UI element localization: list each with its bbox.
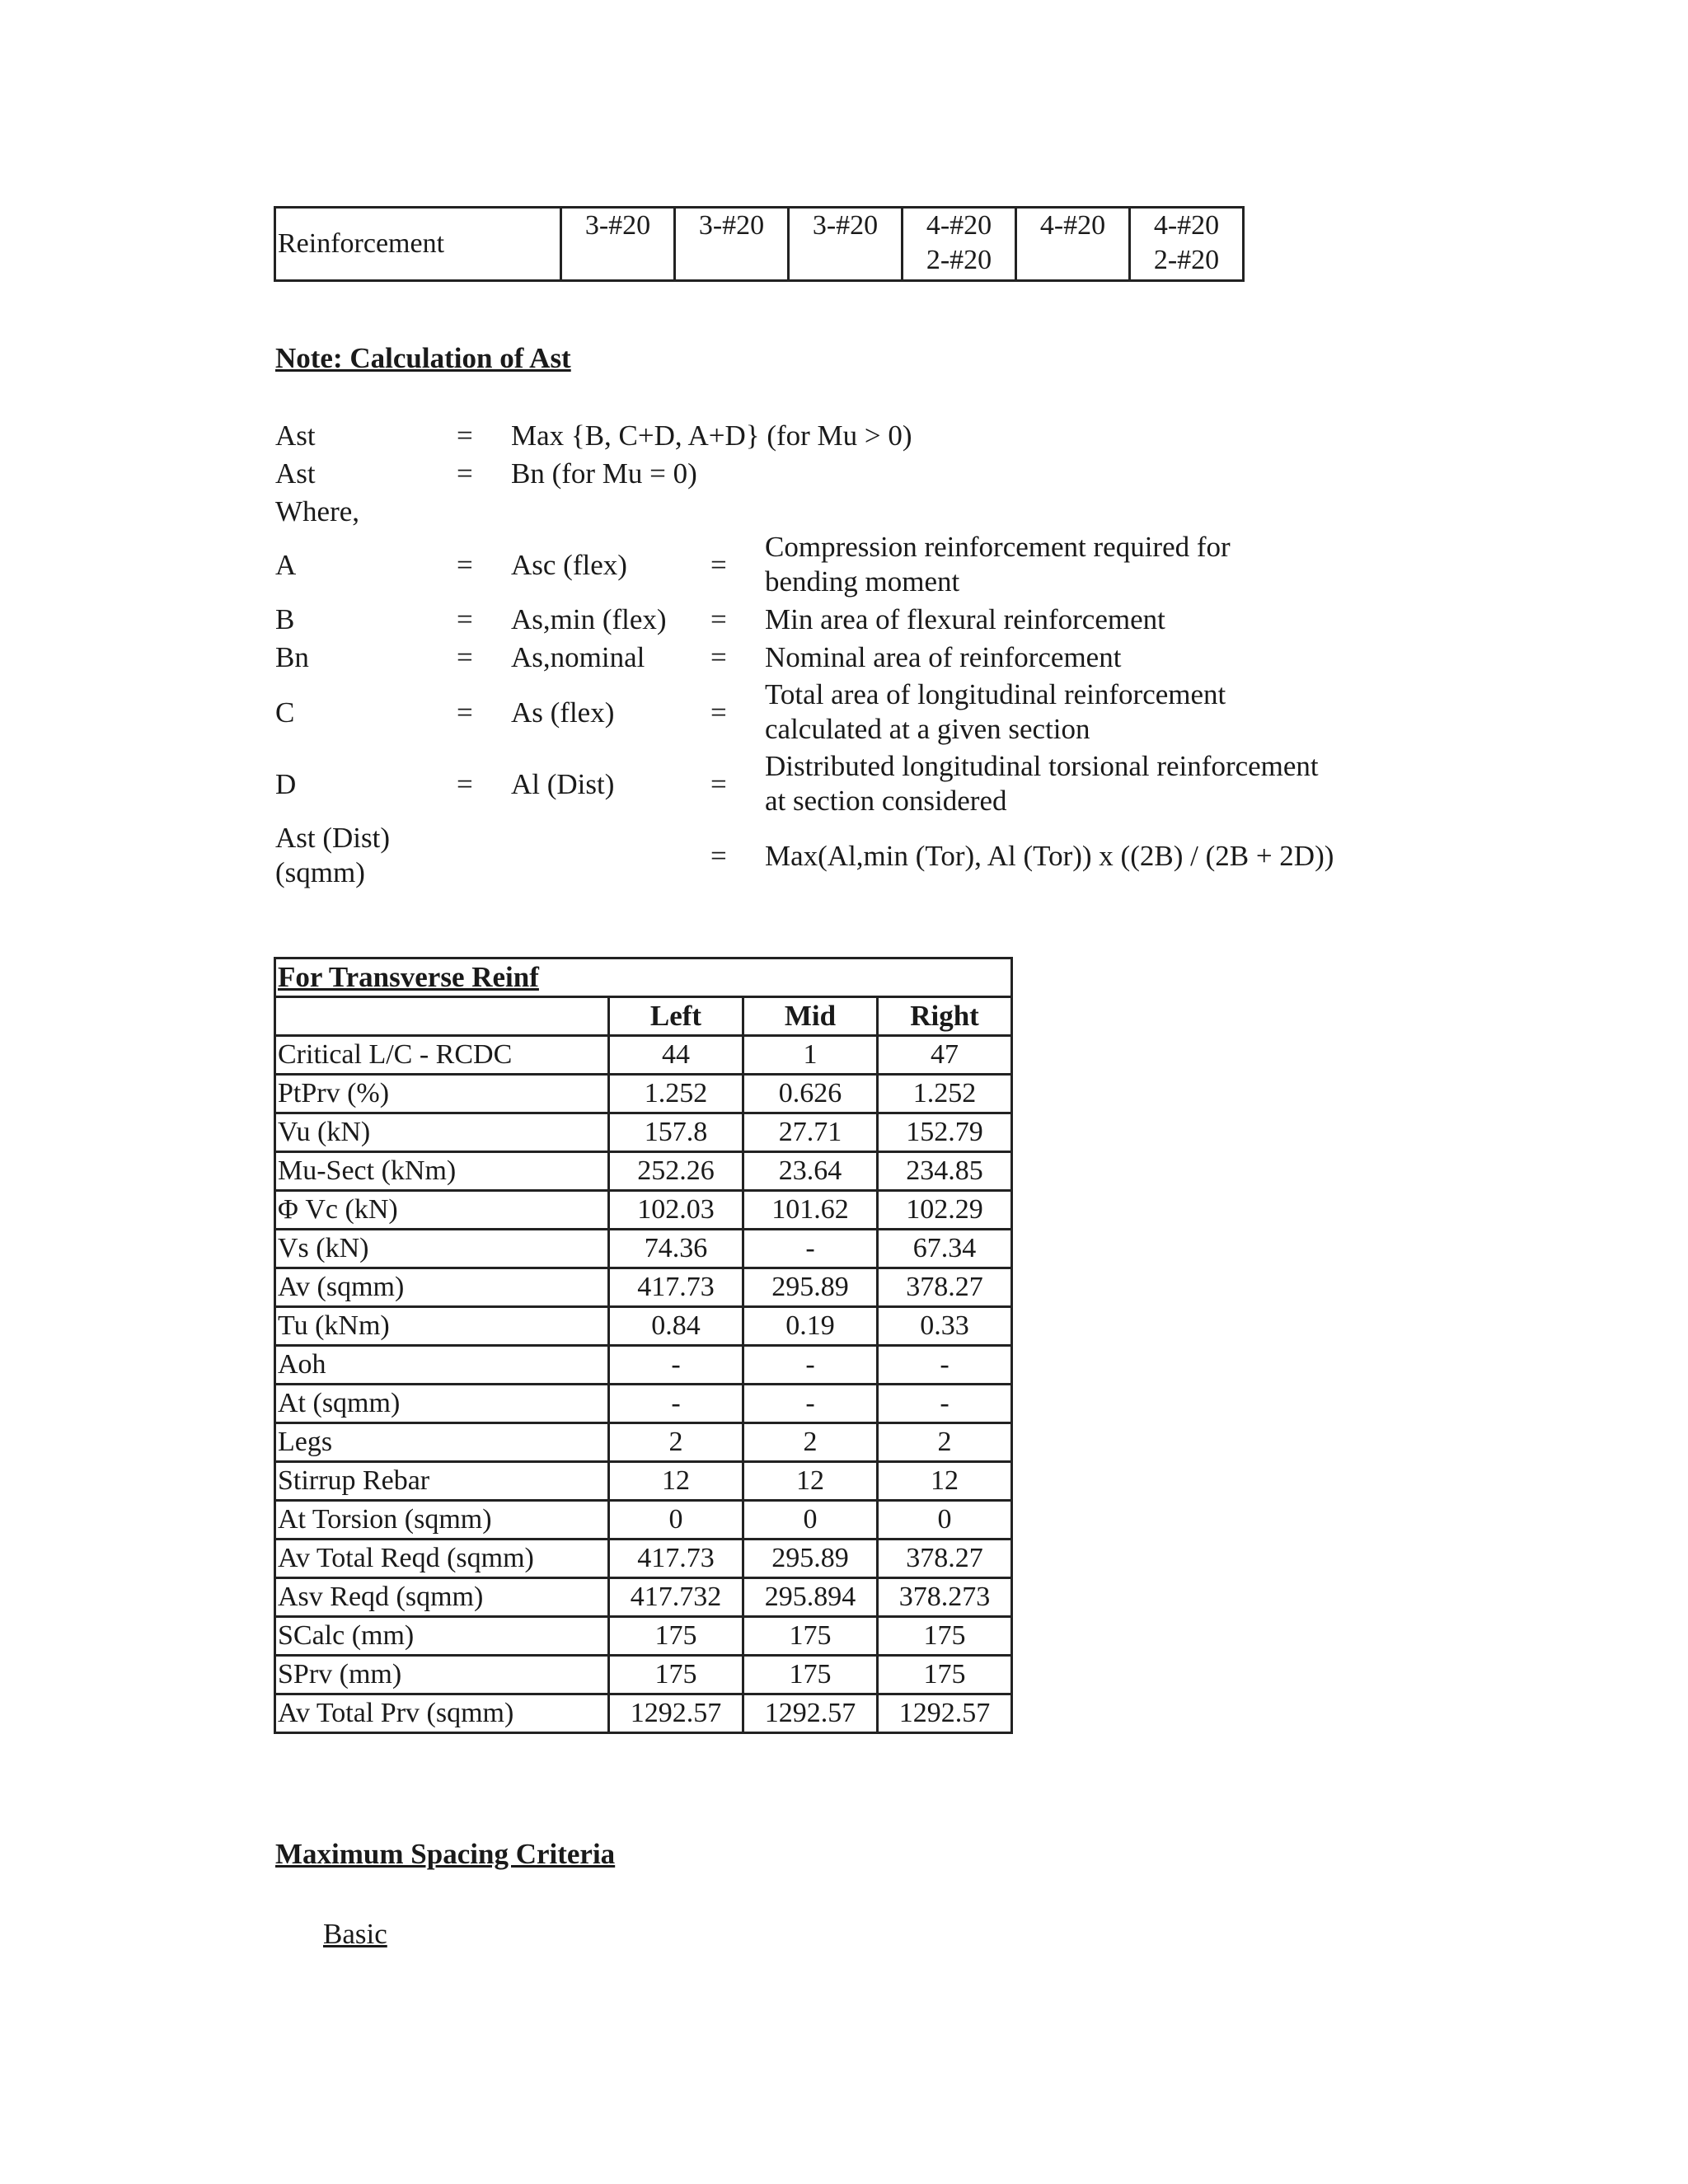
- basic-subheading: Basic: [323, 1918, 387, 1950]
- transverse-title: For Transverse Reinf: [275, 958, 1012, 997]
- table-row: [275, 1540, 1012, 1578]
- reinforcement-label: Reinforcement: [275, 208, 561, 281]
- table-row: [275, 1346, 1012, 1385]
- equals-sign: =: [710, 603, 727, 635]
- equals-sign: =: [457, 457, 473, 490]
- cell-left: 0: [609, 1501, 743, 1540]
- cell-mid: 1292.57: [743, 1694, 878, 1733]
- cell-left: 1.252: [609, 1075, 743, 1113]
- cell-left: 1292.57: [609, 1694, 743, 1733]
- ast-formula: Max {B, C+D, A+D} (for Mu > 0): [511, 419, 912, 452]
- table-row: [275, 1036, 1012, 1075]
- equals-sign: =: [457, 641, 473, 673]
- row-label: Av Total Prv (sqmm): [275, 1694, 609, 1733]
- row-label: Critical L/C - RCDC: [275, 1036, 609, 1075]
- table-row: [275, 1656, 1012, 1694]
- ast-symbol: Ast: [275, 457, 316, 490]
- table-row: [275, 1694, 1012, 1733]
- equals-sign: =: [457, 696, 473, 729]
- definition-symbol: A: [275, 549, 297, 581]
- table-row: [275, 1152, 1012, 1191]
- cell-mid: 12: [743, 1462, 878, 1501]
- cell-right: 175: [878, 1656, 1012, 1694]
- cell-left: -: [609, 1346, 743, 1385]
- equals-sign: =: [457, 549, 473, 581]
- column-header-right: Right: [878, 997, 1012, 1036]
- column-header-mid: Mid: [743, 997, 878, 1036]
- definition-desc: Total area of longitudinal reinforcement: [765, 678, 1226, 710]
- cell-right: 12: [878, 1462, 1012, 1501]
- definition-symbol: B: [275, 603, 295, 635]
- cell-left: 157.8: [609, 1113, 743, 1152]
- cell-mid: -: [743, 1346, 878, 1385]
- cell-left: 417.732: [609, 1578, 743, 1617]
- reinforcement-cell: 3-#20: [561, 208, 675, 281]
- row-label: Aoh: [275, 1346, 609, 1385]
- cell-mid: 0.19: [743, 1307, 878, 1346]
- equals-sign: =: [457, 768, 473, 800]
- table-row: [275, 1462, 1012, 1501]
- ast-formula: Bn (for Mu = 0): [511, 457, 697, 490]
- table-row: [275, 1578, 1012, 1617]
- cell-left: 175: [609, 1656, 743, 1694]
- cell-right: 0: [878, 1501, 1012, 1540]
- definition-name: Asc (flex): [511, 549, 627, 581]
- equals-sign: =: [457, 603, 473, 635]
- row-label: Vs (kN): [275, 1230, 609, 1268]
- cell-mid: 295.89: [743, 1540, 878, 1578]
- equals-sign: =: [710, 768, 727, 800]
- table-row: [275, 1307, 1012, 1346]
- cell-left: -: [609, 1385, 743, 1423]
- cell-left: 252.26: [609, 1152, 743, 1191]
- cell-right: 378.27: [878, 1540, 1012, 1578]
- cell-right: 378.27: [878, 1268, 1012, 1307]
- cell-right: 47: [878, 1036, 1012, 1075]
- cell-right: 2: [878, 1423, 1012, 1462]
- cell-left: 0.84: [609, 1307, 743, 1346]
- cell-right: 152.79: [878, 1113, 1012, 1152]
- ast-dist-formula: Max(Al,min (Tor), Al (Tor)) x ((2B) / (2B + 2D)): [765, 840, 1334, 872]
- cell-mid: -: [743, 1385, 878, 1423]
- cell-right: 234.85: [878, 1152, 1012, 1191]
- table-row: [275, 1268, 1012, 1307]
- table-row: [275, 1385, 1012, 1423]
- table-row: [275, 1075, 1012, 1113]
- equals-sign: =: [710, 549, 727, 581]
- max-spacing-heading: Maximum Spacing Criteria: [275, 1838, 616, 1870]
- equals-sign: =: [710, 641, 727, 673]
- row-label: At (sqmm): [275, 1385, 609, 1423]
- cell-mid: 175: [743, 1656, 878, 1694]
- note-heading: Note: Calculation of Ast: [275, 342, 571, 374]
- cell-right: -: [878, 1346, 1012, 1385]
- definition-desc: bending moment: [765, 565, 960, 598]
- row-label: Av (sqmm): [275, 1268, 609, 1307]
- cell-mid: 175: [743, 1617, 878, 1656]
- cell-right: 102.29: [878, 1191, 1012, 1230]
- cell-left: 102.03: [609, 1191, 743, 1230]
- definition-symbol: D: [275, 768, 297, 800]
- ast-dist-label: Ast (Dist): [275, 822, 391, 854]
- cell-mid: 1: [743, 1036, 878, 1075]
- transverse-header-row: [275, 997, 1012, 1036]
- cell-mid: 0: [743, 1501, 878, 1540]
- cell-mid: 295.894: [743, 1578, 878, 1617]
- reinforcement-row: [275, 208, 1244, 281]
- definition-name: As (flex): [511, 696, 615, 729]
- transverse-title-row: [275, 958, 1012, 997]
- cell-mid: 295.89: [743, 1268, 878, 1307]
- table-row: [275, 1113, 1012, 1152]
- definition-desc: Compression reinforcement required for: [765, 531, 1231, 563]
- column-header-left: Left: [609, 997, 743, 1036]
- row-label: SCalc (mm): [275, 1617, 609, 1656]
- row-label: Vu (kN): [275, 1113, 609, 1152]
- row-label: Stirrup Rebar: [275, 1462, 609, 1501]
- reinforcement-table: [274, 206, 1245, 282]
- table-row: [275, 1423, 1012, 1462]
- row-label: PtPrv (%): [275, 1075, 609, 1113]
- table-row: [275, 1191, 1012, 1230]
- cell-left: 417.73: [609, 1540, 743, 1578]
- definition-desc: calculated at a given section: [765, 713, 1090, 745]
- reinforcement-cell: 3-#20: [789, 208, 903, 281]
- cell-mid: 0.626: [743, 1075, 878, 1113]
- row-label: At Torsion (sqmm): [275, 1501, 609, 1540]
- row-label: Mu-Sect (kNm): [275, 1152, 609, 1191]
- equals-sign: =: [710, 840, 727, 872]
- equals-sign: =: [710, 696, 727, 729]
- where-label: Where,: [275, 495, 360, 527]
- row-label: Φ Vc (kN): [275, 1191, 609, 1230]
- cell-mid: 2: [743, 1423, 878, 1462]
- reinforcement-cell: 4-#20 2-#20: [1130, 208, 1244, 281]
- definition-desc: Nominal area of reinforcement: [765, 641, 1122, 673]
- equals-sign: =: [457, 419, 473, 452]
- ast-symbol: Ast: [275, 419, 316, 452]
- definition-desc: Distributed longitudinal torsional reinforcement: [765, 750, 1319, 782]
- blank-header: [275, 997, 609, 1036]
- cell-right: 175: [878, 1617, 1012, 1656]
- definition-symbol: C: [275, 696, 295, 729]
- table-row: [275, 1617, 1012, 1656]
- table-row: [275, 1230, 1012, 1268]
- row-label: Legs: [275, 1423, 609, 1462]
- transverse-table: [274, 957, 1013, 1734]
- cell-left: 175: [609, 1617, 743, 1656]
- ast-dist-unit: (sqmm): [275, 856, 365, 888]
- reinforcement-cell: 4-#20 2-#20: [903, 208, 1016, 281]
- row-label: Av Total Reqd (sqmm): [275, 1540, 609, 1578]
- row-label: Asv Reqd (sqmm): [275, 1578, 609, 1617]
- table-row: [275, 1501, 1012, 1540]
- definition-name: As,nominal: [511, 641, 645, 673]
- cell-left: 44: [609, 1036, 743, 1075]
- cell-left: 2: [609, 1423, 743, 1462]
- definition-desc: Min area of flexural reinforcement: [765, 603, 1165, 635]
- definition-desc: at section considered: [765, 785, 1007, 817]
- definition-name: As,min (flex): [511, 603, 667, 635]
- cell-left: 12: [609, 1462, 743, 1501]
- cell-right: -: [878, 1385, 1012, 1423]
- row-label: SPrv (mm): [275, 1656, 609, 1694]
- definition-symbol: Bn: [275, 641, 309, 673]
- cell-right: 67.34: [878, 1230, 1012, 1268]
- reinforcement-cell: 3-#20: [675, 208, 789, 281]
- cell-right: 1292.57: [878, 1694, 1012, 1733]
- reinforcement-cell: 4-#20: [1016, 208, 1130, 281]
- cell-right: 0.33: [878, 1307, 1012, 1346]
- cell-mid: 101.62: [743, 1191, 878, 1230]
- cell-mid: 23.64: [743, 1152, 878, 1191]
- cell-left: 417.73: [609, 1268, 743, 1307]
- definition-name: Al (Dist): [511, 768, 615, 800]
- cell-mid: 27.71: [743, 1113, 878, 1152]
- cell-mid: -: [743, 1230, 878, 1268]
- cell-left: 74.36: [609, 1230, 743, 1268]
- cell-right: 1.252: [878, 1075, 1012, 1113]
- row-label: Tu (kNm): [275, 1307, 609, 1346]
- cell-right: 378.273: [878, 1578, 1012, 1617]
